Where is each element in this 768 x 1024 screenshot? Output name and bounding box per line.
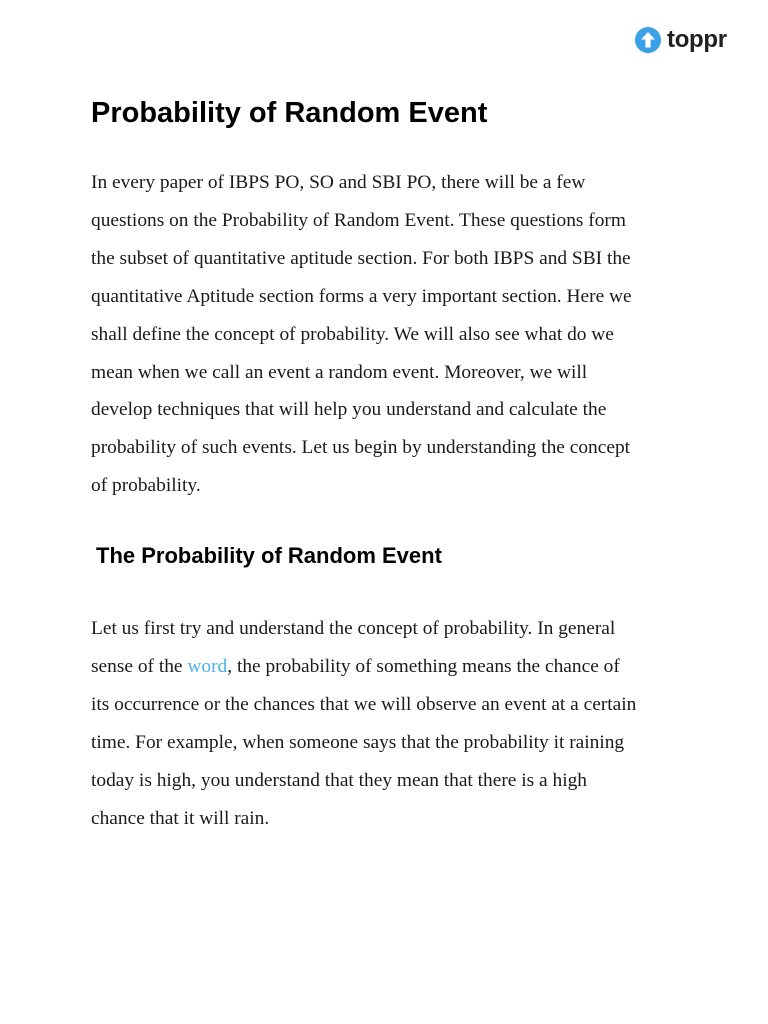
brand-name: toppr — [667, 26, 727, 53]
paragraph-line: the subset of quantitative aptitude section. For both IBPS and SBI the — [91, 247, 631, 269]
intro-paragraph — [91, 164, 691, 505]
paragraph-line: shall define the concept of probability. We will also see what do we — [91, 323, 614, 345]
paragraph-line: time. For example, when someone says that the probability it raining — [91, 731, 625, 753]
line-text: sense of the — [91, 655, 188, 677]
paragraph-line: chance that it will rain. — [91, 807, 270, 829]
paragraph-line: probability of such events. Let us begin by understanding the concept — [91, 437, 631, 459]
arrow-up-circle-icon — [634, 26, 662, 54]
paragraph-line: of probability. — [91, 475, 201, 497]
paragraph-line: questions on the Probability of Random Event. These questions form — [91, 209, 626, 231]
paragraph-line: mean when we call an event a random event. Moreover, we will — [91, 361, 588, 383]
paragraph-line: develop techniques that will help you understand and calculate the — [91, 399, 607, 421]
toppr-logo[interactable] — [634, 26, 727, 54]
section-heading: The Probability of Random Event — [96, 543, 442, 568]
body-paragraph — [91, 610, 691, 837]
paragraph-line — [91, 648, 691, 686]
paragraph-line: today is high, you understand that they mean that there is a high — [91, 769, 587, 791]
page-title: Probability of Random Event — [91, 97, 488, 129]
paragraph-line: quantitative Aptitude section forms a very important section. Here we — [91, 285, 632, 307]
line-text: , the probability of something means the chance of — [227, 655, 620, 677]
word-link[interactable]: word — [187, 655, 228, 677]
paragraph-line: In every paper of IBPS PO, SO and SBI PO, there will be a few — [91, 172, 586, 193]
paragraph-line: its occurrence or the chances that we will observe an event at a certain — [91, 693, 637, 715]
paragraph-line: Let us first try and understand the concept of probability. In general — [91, 618, 616, 639]
